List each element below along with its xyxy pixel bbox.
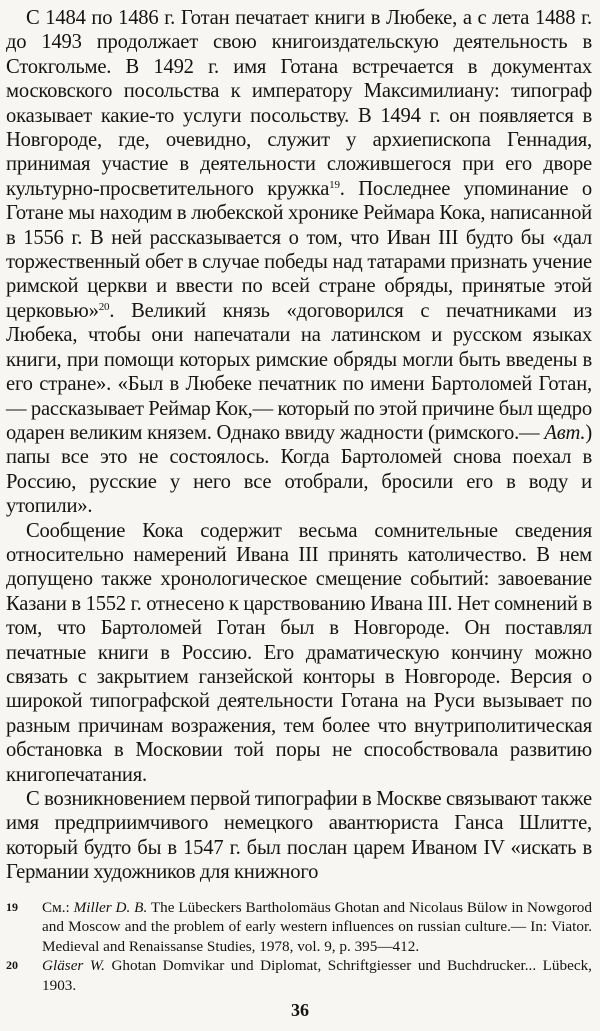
footnote-19-author: Miller D. B. [73, 898, 148, 916]
paragraph-3: С возникновением первой типографии в Москве связывают также имя предприимчивого немецкого авантюриста Ганса Шлитте, который будто бы в 1547 г. был послан царем Иваном IV «искать в Германии художников для книжного [6, 788, 592, 884]
footnote-20 [6, 956, 592, 995]
footnote-ref-20: 20 [98, 300, 110, 313]
author-note: Авт. [544, 421, 586, 444]
page-number: 36 [291, 1000, 309, 1020]
footnote-19-number: 19 [6, 899, 18, 914]
paragraph-1-part-2: . Последнее упоминание о Готане мы находим в любекской хронике Реймара Кока, написанной в 1556 г. В ней рассказывается о том, что Иван III будто бы «дал торжественный обет в случае победы над татарами признать учение римской церкви и ввести по всей стране обряды, принятые этой церковью» [6, 177, 592, 322]
paragraph-1-part-1: С 1484 по 1486 г. Готан печатает книги в Любеке, а с лета 1488 г. до 1493 продолжает свою книгоиздательскую деятельность в Стокгольме. В 1492 г. имя Готана встречается в документах московского посольства к императору Максимилиану: типограф оказывает какие-то услуги посольству. В 1494 г. он появляется в Новгороде, где, очевидно, служит у архиепископа Геннадия, принимая участие в деятельности сложившегося при его дворе культурно-просветительного кружка [6, 7, 592, 200]
footnote-19 [6, 898, 592, 957]
footnote-20-text: Ghotan Domvikar und Diplomat, Schriftgiesser und Buchdrucker... Lübeck, 1903. [42, 957, 592, 994]
footnote-19-text: The Lübeckers Bartholomäus Ghotan and Nicolaus Bülow in Nowgorod and Moscow and the problem of early western influences on russian culture.— In: Viator. Medieval and Renaissanse Studies, 1978, vol. 9, p. 395—412. [42, 898, 592, 955]
footnote-ref-19: 19 [329, 178, 340, 191]
paragraph-1-part-3: . Великий князь «договорился с печатниками из Любека, чтобы они напечатали на латинском и русском языках книги, при помощи которых римские обряды могли быть введены в его стране». «Был в Любеке печатник по имени Бартоломей Готан,— рассказывает Реймар Кок,— который по этой причине был щедро одарен великим князем. Однако ввиду жадности (римского.— [6, 299, 592, 444]
paragraph-1-part-4: ) папы все это не состоялось. Когда Бартоломей снова поехал в Россию, русские у него все отобрали, бросили его в воду и утопили». [6, 421, 592, 518]
book-page [6, 6, 592, 996]
footnote-20-number: 20 [6, 958, 18, 973]
paragraph-1 [6, 6, 592, 519]
footnote-19-prefix: См.: [42, 898, 74, 916]
footnote-20-author: Gläser W. [42, 957, 105, 975]
paragraph-2: Сообщение Кока содержит весьма сомнительные сведения относительно намерений Ивана III принять католичество. В нем допущено также хронологическое смещение событий: завоевание Казани в 1552 г. отнесено к царствованию Ивана III. Нет сомнений в том, что Бартоломей Готан был в Новгороде. Он поставлял печатные книги в Россию. Его драматическую кончину можно связать с закрытием ганзейской конторы в Новгороде. Версия о широкой типографской деятельности Готана на Руси вызывает по разным причинам возражения, тем более что внутриполитическая обстановка в Московии той поры не способствовала развитию книгопечатания. [6, 519, 592, 786]
